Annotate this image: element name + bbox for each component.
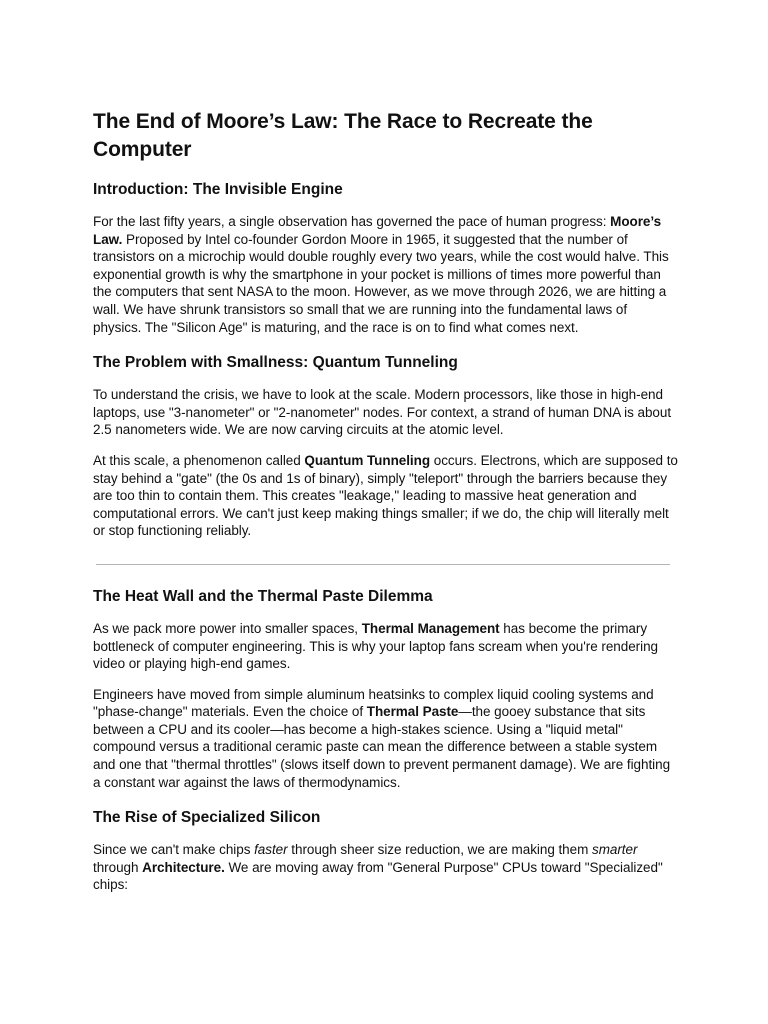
section-heading-introduction: Introduction: The Invisible Engine	[93, 181, 343, 198]
paragraph-text: occurs. Electrons, which are supposed to stay behind a "gate" (the 0s and 1s of binary), simply "teleport" through the barriers because they are too thin to contain them. This creates "leakage," leading to massive heat generation and computational errors. We can't just keep making things smaller; if we do, the chip will literally melt or stop functioning reliably.	[93, 452, 678, 539]
paragraph-text: We are moving away from "General Purpose" CPUs toward "Specialized" chips:	[93, 859, 663, 893]
bold-term-architecture: Architecture.	[142, 859, 225, 875]
paragraph-text: To understand the crisis, we have to look at the scale. Modern processors, like those in high-end laptops, use "3-nanometer" or "2-nanometer" nodes. For context, a strand of human DNA is about 2.5 nanometers wide. We are now carving circuits at the atomic level.	[93, 387, 672, 438]
paragraph-text: through	[93, 859, 143, 875]
article	[93, 108, 678, 907]
paragraph-scale	[93, 386, 678, 439]
bold-term-moores-law: Moore’s Law.	[93, 214, 662, 247]
paragraph-text: Proposed by Intel co-founder Gordon Moore in 1965, it suggested that the number of transistors on a microchip would double roughly every two years, while the cost would halve. This exponential growth is why the smartphone in your pocket is millions of times more powerful than the computers that sent NASA to the moon. However, as we move through 2026, we are hitting a wall. We have shrunk transistors so small that we are running into the fundamental laws of physics. The "Silicon Age" is maturing, and the race is on to find what comes next.	[93, 231, 669, 335]
paragraph-architecture	[93, 841, 678, 894]
paragraph-text: For the last fifty years, a single observation has governed the pace of human progress:	[93, 214, 611, 229]
italic-term-smarter: smarter	[592, 842, 638, 858]
paragraph-moores-law	[93, 213, 678, 336]
paragraph-text: —the gooey substance that sits between a CPU and its cooler—has become a high-stakes science. Using a "liquid metal" compound versus a traditional ceramic paste can mean the difference between a stable system and one that "thermal throttles" (slows itself down to prevent permanent damage). We are fighting a constant war against the laws of thermodynamics.	[93, 704, 671, 790]
section-divider	[96, 564, 670, 565]
section-heading-quantum-tunneling: The Problem with Smallness: Quantum Tunneling	[93, 354, 458, 372]
paragraph-thermal-paste	[93, 686, 678, 792]
bold-term-thermal-management: Thermal Management	[361, 620, 500, 636]
bold-term-thermal-paste: Thermal Paste	[366, 704, 459, 720]
paragraph-text: has become the primary bottleneck of computer engineering. This is why your laptop fans scream when you're rendering video or playing high-end games.	[93, 620, 658, 672]
section-heading-specialized-silicon: The Rise of Specialized Silicon	[93, 809, 321, 827]
italic-term-faster: faster	[254, 842, 288, 858]
paragraph-thermal-management	[93, 620, 678, 673]
paragraph-text: At this scale, a phenomenon called	[93, 452, 305, 468]
paragraph-text: Engineers have moved from simple aluminum heatsinks to complex liquid cooling systems and "phase-change" materials. Even the choice of	[93, 686, 654, 720]
section-heading-heat-wall: The Heat Wall and the Thermal Paste Dilemma	[93, 587, 433, 605]
paragraph-text: Since we can't make chips	[93, 842, 255, 858]
paragraph-text: through sheer size reduction, we are making them	[287, 842, 592, 858]
paragraph-tunneling	[93, 452, 678, 540]
article-title: The End of Moore’s Law: The Race to Recreate the Computer	[93, 110, 593, 161]
bold-term-quantum-tunneling: Quantum Tunneling	[304, 452, 431, 468]
paragraph-text: As we pack more power into smaller spaces,	[93, 620, 362, 636]
